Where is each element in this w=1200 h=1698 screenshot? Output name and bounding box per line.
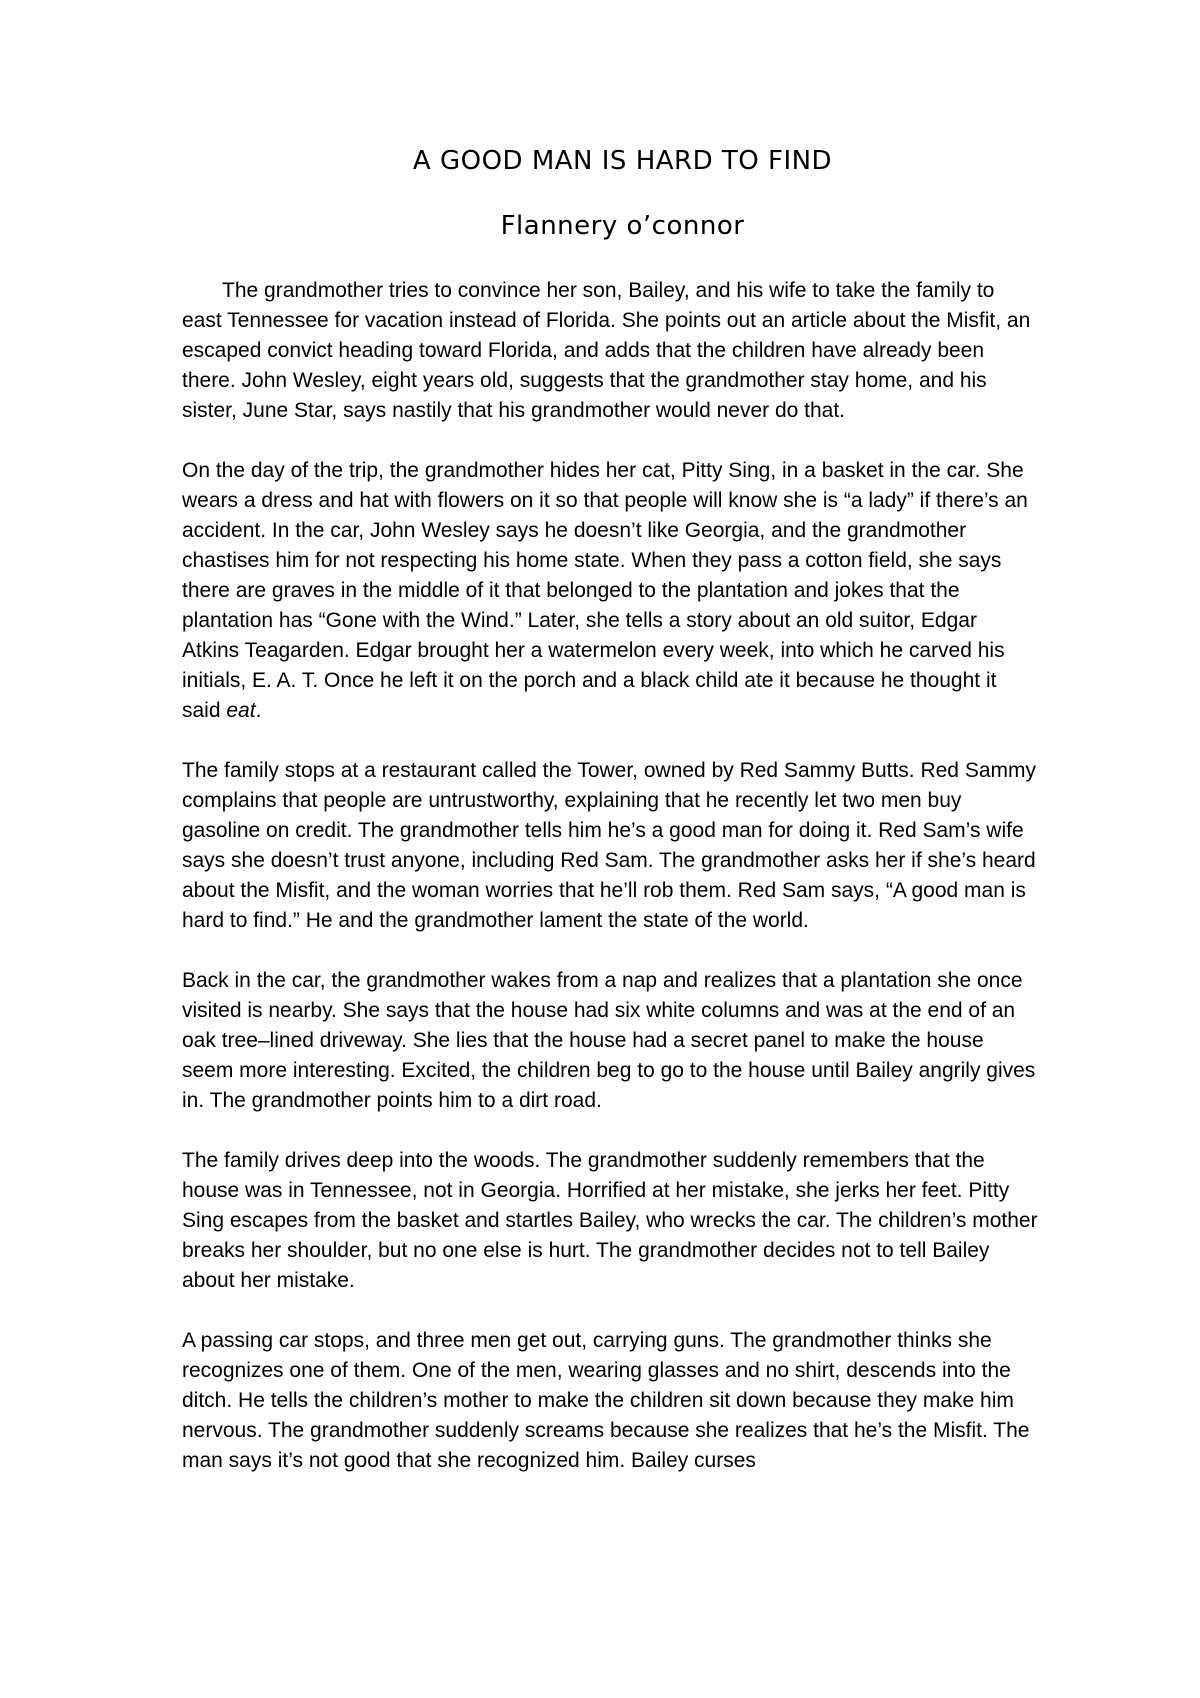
paragraph-2-text: On the day of the trip, the grandmother hides her cat, Pitty Sing, in a basket in the car. She wears a dress and hat with flowers on it so that people will know she is “a lady” if there’s an accident. In the car, John Wesley says he doesn’t like Georgia, and the grandmother chastises him for not respecting his home state. When they pass a cotton field, she says there are graves in the middle of it that belonged to the plantation and jokes that the plantation has “Gone with the Wind.” Later, she tells a story about an old suitor, Edgar Atkins Teagarden. Edgar brought her a watermelon every week, into which he carved his initials, E. A. T. Once he left it on the porch and a black child ate it because he thought it said [182, 459, 1028, 722]
document-body [182, 276, 1038, 1476]
paragraph-1: The grandmother tries to convince her son, Bailey, and his wife to take the family to east Tennessee for vacation instead of Florida. She points out an article about the Misfit, an escaped convict heading toward Florida, and adds that the children have already been there. John Wesley, eight years old, suggests that the grandmother stay home, and his sister, June Star, says nastily that his grandmother would never do that. [182, 279, 1031, 422]
paragraph-2-emphasis: eat [226, 699, 256, 722]
document-author: Flannery o’connor [500, 211, 745, 241]
paragraph-2-end: . [255, 699, 262, 722]
paragraph-6: A passing car stops, and three men get out, carrying guns. The grandmother thinks she recognizes one of them. One of the men, wearing glasses and no shirt, descends into the ditch. He tells the children’s mother to make the children sit down because they make him nervous. The grandmother suddenly screams because she realizes that he’s the Misfit. The man says it’s not good that she recognized him. Bailey curses [182, 1329, 1030, 1472]
paragraph-3: The family stops at a restaurant called the Tower, owned by Red Sammy Butts. Red Sammy complains that people are untrustworthy, explaining that he recently let two men buy gasoline on credit. The grandmother tells him he’s a good man for doing it. Red Sam’s wife says she doesn’t trust anyone, including Red Sam. The grandmother asks her if she’s heard about the Misfit, and the woman worries that he’ll rob them. Red Sam says, “A good man is hard to find.” He and the grandmother lament the state of the world. [182, 759, 1036, 932]
document-title: A GOOD MAN IS HARD TO FIND [412, 146, 833, 176]
paragraph-5: The family drives deep into the woods. The grandmother suddenly remembers that the house was in Tennessee, not in Georgia. Horrified at her mistake, she jerks her feet. Pitty Sing escapes from the basket and startles Bailey, who wrecks the car. The children’s mother breaks her shoulder, but no one else is hurt. The grandmother decides not to tell Bailey about her mistake. [182, 1149, 1038, 1292]
paragraph-2 [182, 456, 1038, 726]
paragraph-4: Back in the car, the grandmother wakes from a nap and realizes that a plantation she once visited is nearby. She says that the house had six white columns and was at the end of an oak tree–lined driveway. She lies that the house had a secret panel to make the house seem more interesting. Excited, the children beg to go to the house until Bailey angrily gives in. The grandmother points him to a dirt road. [182, 969, 1036, 1112]
